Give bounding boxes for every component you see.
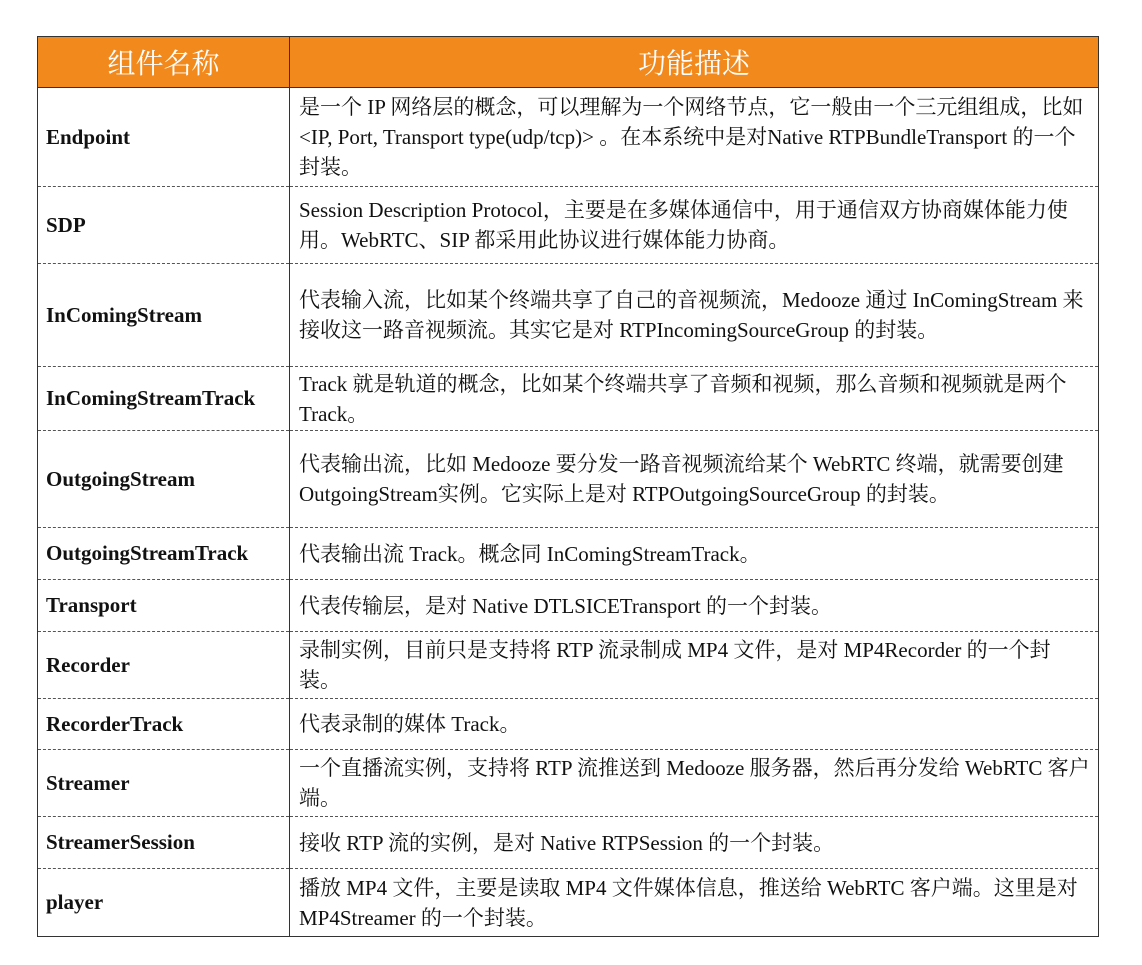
row-description: 播放 MP4 文件，主要是读取 MP4 文件媒体信息，推送给 WebRTC 客户端。这里是对 MP4Streamer 的一个封装。 bbox=[290, 869, 1099, 937]
row-description: 代表传输层，是对 Native DTLSICETransport 的一个封装。 bbox=[290, 580, 1099, 632]
table-row bbox=[38, 431, 1099, 528]
table-row bbox=[38, 699, 1099, 750]
table-row bbox=[38, 528, 1099, 580]
row-description: 代表录制的媒体 Track。 bbox=[290, 699, 1099, 750]
component-table-container bbox=[37, 36, 1098, 937]
table-row bbox=[38, 750, 1099, 817]
row-name: OutgoingStream bbox=[38, 431, 290, 528]
row-name: SDP bbox=[38, 187, 290, 264]
row-description: 代表输出流 Track。概念同 InComingStreamTrack。 bbox=[290, 528, 1099, 580]
table-row bbox=[38, 580, 1099, 632]
header-function-description: 功能描述 bbox=[290, 37, 1099, 88]
table-row bbox=[38, 187, 1099, 264]
component-table bbox=[37, 36, 1099, 937]
row-description: 一个直播流实例，支持将 RTP 流推送到 Medooze 服务器，然后再分发给 WebRTC 客户端。 bbox=[290, 750, 1099, 817]
row-name: InComingStream bbox=[38, 264, 290, 367]
table-row bbox=[38, 869, 1099, 937]
row-description: Session Description Protocol，主要是在多媒体通信中，用于通信双方协商媒体能力使用。WebRTC、SIP 都采用此协议进行媒体能力协商。 bbox=[290, 187, 1099, 264]
row-description: 代表输入流，比如某个终端共享了自己的音视频流，Medooze 通过 InComingStream 来接收这一路音视频流。其实它是对 RTPIncomingSourceGroup 的封装。 bbox=[290, 264, 1099, 367]
row-description: 是一个 IP 网络层的概念，可以理解为一个网络节点，它一般由一个三元组组成，比如 <IP, Port, Transport type(udp/tcp)> 。在本系统中是对Native RTPBundleTransport 的一个封装。 bbox=[290, 88, 1099, 187]
row-name: Endpoint bbox=[38, 88, 290, 187]
header-component-name: 组件名称 bbox=[38, 37, 290, 88]
row-description: 接收 RTP 流的实例，是对 Native RTPSession 的一个封装。 bbox=[290, 817, 1099, 869]
row-name: InComingStreamTrack bbox=[38, 367, 290, 431]
row-description: 代表输出流，比如 Medooze 要分发一路音视频流给某个 WebRTC 终端，就需要创建OutgoingStream实例。它实际上是对 RTPOutgoingSourceGroup 的封装。 bbox=[290, 431, 1099, 528]
table-header-row bbox=[38, 37, 1099, 88]
table-row bbox=[38, 632, 1099, 699]
table-row bbox=[38, 88, 1099, 187]
table-row bbox=[38, 817, 1099, 869]
row-name: StreamerSession bbox=[38, 817, 290, 869]
row-description: 录制实例，目前只是支持将 RTP 流录制成 MP4 文件，是对 MP4Recorder 的一个封装。 bbox=[290, 632, 1099, 699]
row-name: RecorderTrack bbox=[38, 699, 290, 750]
row-name: Recorder bbox=[38, 632, 290, 699]
row-name: Streamer bbox=[38, 750, 290, 817]
row-name: Transport bbox=[38, 580, 290, 632]
table-row bbox=[38, 264, 1099, 367]
row-description: Track 就是轨道的概念，比如某个终端共享了音频和视频，那么音频和视频就是两个 Track。 bbox=[290, 367, 1099, 431]
table-row bbox=[38, 367, 1099, 431]
row-name: player bbox=[38, 869, 290, 937]
row-name: OutgoingStreamTrack bbox=[38, 528, 290, 580]
